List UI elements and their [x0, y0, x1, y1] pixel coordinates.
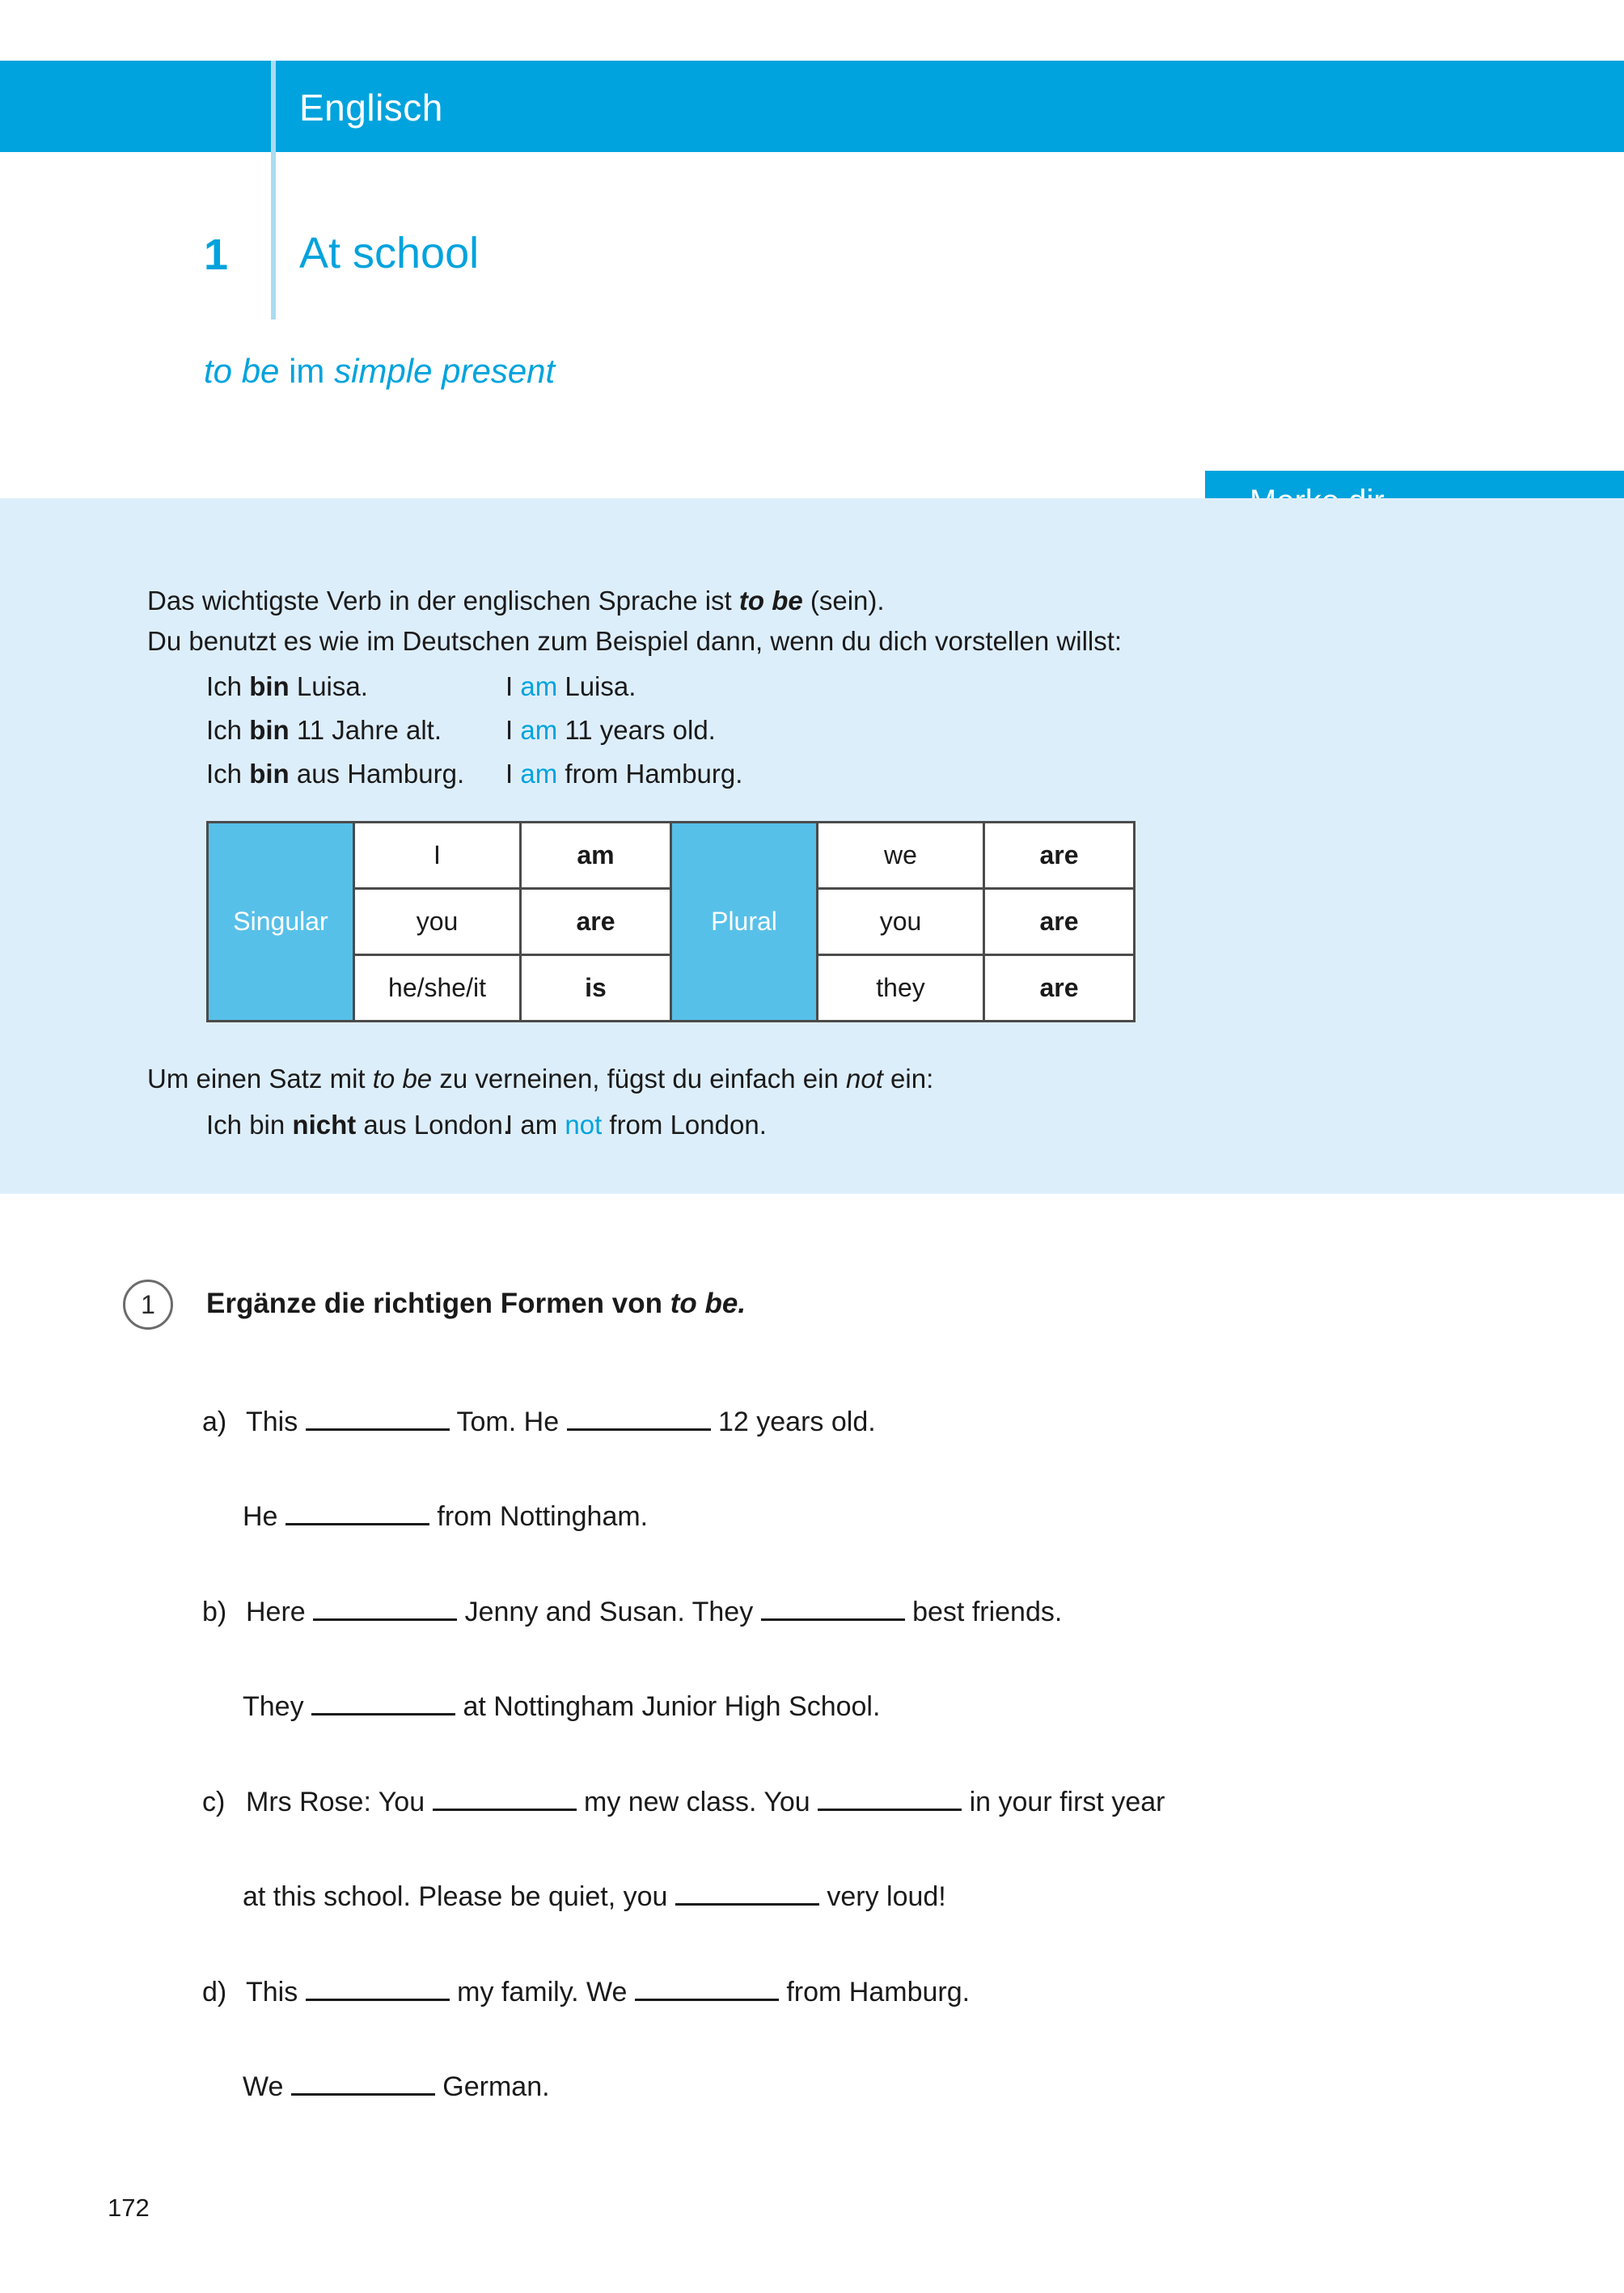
- negation-example-english: [505, 1110, 767, 1140]
- task-d-text-1: This: [246, 1977, 306, 2007]
- table-cell-singular-form: am: [521, 823, 671, 889]
- task-marker-d: d): [202, 1977, 227, 2007]
- example-german-post: aus Hamburg.: [289, 759, 465, 789]
- example-english-post: from Hamburg.: [557, 759, 743, 789]
- example-german-verb: bin: [249, 671, 290, 701]
- example-english-verb: am: [520, 671, 558, 701]
- task-a-text-1: This: [246, 1407, 306, 1437]
- task-c-text-2: my new class. You: [576, 1787, 818, 1817]
- topic-subtitle-tense: simple present: [334, 352, 556, 390]
- answer-blank[interactable]: [311, 1689, 455, 1716]
- example-english-post: Luisa.: [557, 671, 636, 701]
- negation-text-e: ein:: [882, 1064, 934, 1094]
- task-d-text-5: German.: [434, 2071, 550, 2102]
- table-cell-singular-form: are: [521, 889, 671, 955]
- answer-blank[interactable]: [433, 1784, 577, 1811]
- task-b-text-4: They: [243, 1691, 312, 1722]
- exercise-heading-pre: Ergänze die richtigen Formen von: [206, 1288, 670, 1319]
- example-german-pre: Ich: [206, 671, 250, 701]
- example-english: [505, 752, 742, 796]
- answer-blank[interactable]: [818, 1784, 962, 1811]
- task-marker-b: b): [202, 1597, 227, 1627]
- negation-english-post: from London.: [602, 1110, 767, 1140]
- topic-subtitle: [204, 352, 555, 391]
- header-bar: [0, 61, 1624, 152]
- example-english-verb: am: [520, 715, 558, 745]
- task-item-a-line-1: [202, 1404, 876, 1438]
- example-german-verb: bin: [249, 715, 290, 745]
- task-b-text-1: Here: [246, 1597, 314, 1627]
- example-english-verb: am: [520, 759, 558, 789]
- table-cell-plural-form: are: [984, 889, 1135, 955]
- page-title: At school: [299, 229, 480, 277]
- negation-text-c: zu verneinen, fügst du einfach ein: [432, 1064, 847, 1094]
- exercise-number-badge: 1: [123, 1280, 173, 1330]
- negation-example-german: [206, 1110, 511, 1140]
- answer-blank[interactable]: [635, 1974, 779, 2001]
- task-item-c-line-1: [202, 1784, 1165, 1818]
- task-a-text-4: He: [243, 1501, 285, 1532]
- info-intro-line-1: [147, 581, 885, 621]
- negation-german-pre: Ich bin: [206, 1110, 293, 1140]
- exercise-heading-tobe: to be.: [670, 1288, 746, 1319]
- task-item-d-line-1: [202, 1974, 970, 2008]
- info-intro-1c: (sein).: [802, 586, 885, 616]
- negation-text-a: Um einen Satz mit: [147, 1064, 373, 1094]
- task-item-d-line-2: [243, 2069, 550, 2103]
- example-english-post: 11 years old.: [557, 715, 716, 745]
- task-a-text-5: from Nottingham.: [429, 1501, 649, 1532]
- conjugation-table: [206, 821, 1136, 1022]
- example-german-pre: Ich: [206, 715, 250, 745]
- table-cell-plural-form: are: [984, 823, 1135, 889]
- table-cell-plural-pronoun: you: [818, 889, 984, 955]
- answer-blank[interactable]: [313, 1594, 457, 1621]
- subject-title: Englisch: [299, 87, 443, 129]
- task-item-a-line-2: [243, 1499, 648, 1533]
- task-a-text-3: 12 years old.: [710, 1407, 876, 1437]
- table-cell-plural-label: Plural: [671, 823, 818, 1022]
- answer-blank[interactable]: [761, 1594, 905, 1621]
- example-english-pre: I: [505, 671, 521, 701]
- header-vertical-rule: [271, 61, 276, 319]
- negation-rule-line: [147, 1064, 933, 1094]
- example-english-pre: I: [505, 715, 521, 745]
- example-english: [505, 665, 636, 709]
- table-cell-singular-pronoun: I: [354, 823, 521, 889]
- task-item-c-line-2: [243, 1879, 946, 1913]
- table-cell-singular-pronoun: he/she/it: [354, 955, 521, 1022]
- answer-blank[interactable]: [675, 1879, 819, 1906]
- task-c-text-4: at this school. Please be quiet, you: [243, 1881, 675, 1912]
- task-a-text-2: Tom. He: [449, 1407, 567, 1437]
- example-german: [206, 709, 505, 752]
- example-german-post: 11 Jahre alt.: [289, 715, 442, 745]
- task-d-text-3: from Hamburg.: [778, 1977, 971, 2007]
- table-cell-plural-pronoun: we: [818, 823, 984, 889]
- table-cell-plural-pronoun: they: [818, 955, 984, 1022]
- example-german-pre: Ich: [206, 759, 250, 789]
- example-german-post: Luisa.: [289, 671, 368, 701]
- table-cell-singular-pronoun: you: [354, 889, 521, 955]
- task-c-text-5: very loud!: [818, 1881, 946, 1912]
- negation-english-not: not: [565, 1110, 603, 1140]
- answer-blank[interactable]: [291, 2069, 435, 2096]
- exercise-heading: [206, 1288, 746, 1320]
- task-c-text-3: in your first year: [962, 1787, 1165, 1817]
- example-english-pre: I: [505, 759, 521, 789]
- page-number: 172: [108, 2194, 150, 2222]
- task-b-text-3: best friends.: [904, 1597, 1063, 1627]
- table-cell-singular-label: Singular: [208, 823, 354, 1022]
- negation-example-line: [206, 1110, 767, 1140]
- topic-subtitle-connector: im: [279, 352, 335, 390]
- answer-blank[interactable]: [306, 1404, 450, 1431]
- task-b-text-2: Jenny and Susan. They: [457, 1597, 761, 1627]
- task-d-text-2: my family. We: [449, 1977, 635, 2007]
- negation-german-nicht: nicht: [292, 1110, 357, 1140]
- example-german: [206, 752, 505, 796]
- task-item-b-line-1: [202, 1594, 1062, 1628]
- example-sentences: [206, 665, 742, 796]
- info-intro-line-2: Du benutzt es wie im Deutschen zum Beispiel dann, wenn du dich vorstellen willst:: [147, 626, 1123, 656]
- example-row: [206, 665, 742, 709]
- info-intro-1a: Das wichtigste Verb in der englischen Sprache ist: [147, 586, 739, 616]
- negation-german-post: aus London.: [356, 1110, 511, 1140]
- answer-blank[interactable]: [306, 1974, 450, 2001]
- example-english: [505, 709, 716, 752]
- negation-tobe: to be: [372, 1064, 433, 1094]
- table-row: [208, 823, 1135, 889]
- negation-not: not: [846, 1064, 883, 1094]
- topic-subtitle-verb: to be: [204, 352, 280, 390]
- task-d-text-4: We: [243, 2071, 291, 2102]
- example-row: [206, 752, 742, 796]
- negation-english-pre: I am: [505, 1110, 565, 1140]
- table-cell-singular-form: is: [521, 955, 671, 1022]
- task-c-text-1: Mrs Rose: You: [246, 1787, 433, 1817]
- task-marker-a: a): [202, 1407, 227, 1437]
- task-b-text-5: at Nottingham Junior High School.: [455, 1691, 881, 1722]
- table-cell-plural-form: are: [984, 955, 1135, 1022]
- task-item-b-line-2: [243, 1689, 880, 1723]
- example-german-verb: bin: [249, 759, 290, 789]
- task-marker-c: c): [202, 1787, 226, 1817]
- info-intro-tobe: to be: [738, 586, 803, 616]
- example-german: [206, 665, 505, 709]
- answer-blank[interactable]: [567, 1404, 711, 1431]
- example-row: [206, 709, 742, 752]
- answer-blank[interactable]: [285, 1499, 429, 1525]
- chapter-number: 1: [204, 231, 229, 279]
